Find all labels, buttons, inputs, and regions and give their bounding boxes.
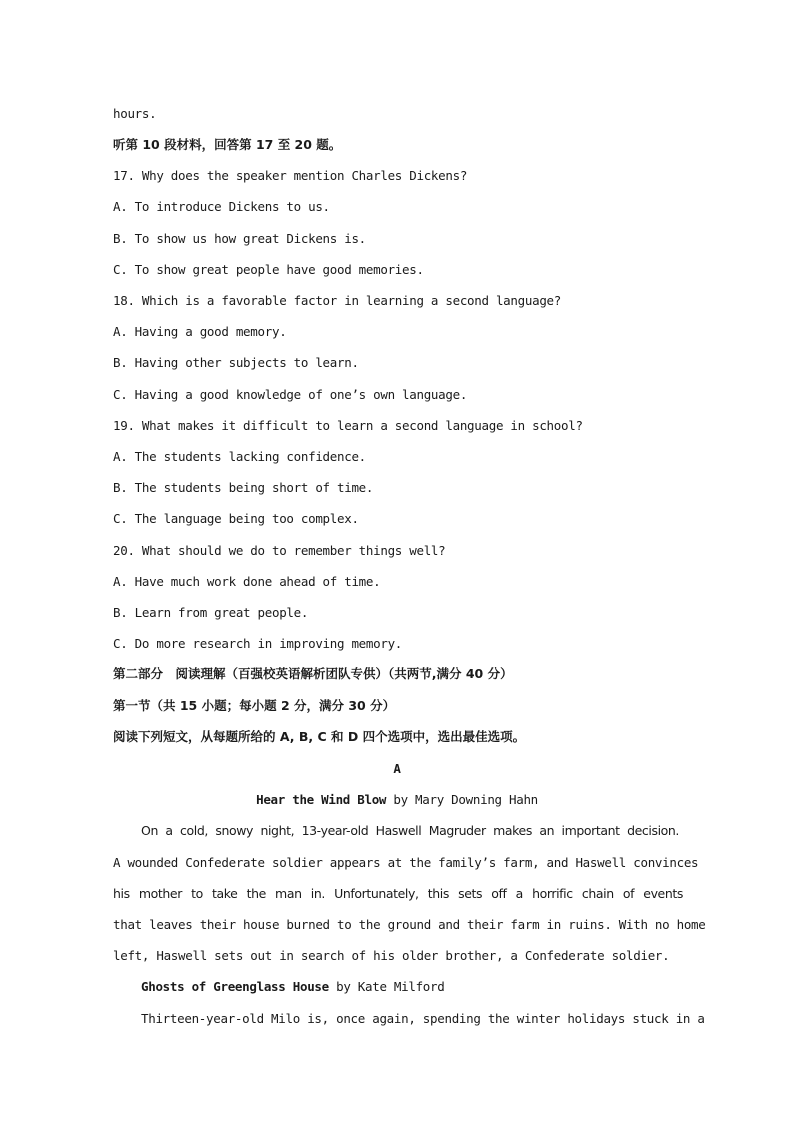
book1-title: Hear the Wind Blow	[256, 792, 387, 807]
option-17b: B. To show us how great Dickens is.	[113, 231, 366, 246]
part-two-heading: 第二部分 阅读理解（百强校英语解析团队专供）（共两节,满分 40 分）	[113, 666, 513, 681]
option-19a: A. The students lacking confidence.	[113, 449, 366, 464]
book1-line-4: that leaves their house burned to the ground and their farm in ruins. With no home	[113, 917, 706, 932]
book1-line-2: A wounded Confederate soldier appears at the family’s farm, and Haswell convinces	[113, 855, 699, 870]
book2-heading	[141, 979, 711, 995]
option-18b: B. Having other subjects to learn.	[113, 355, 359, 370]
option-17a: A. To introduce Dickens to us.	[113, 199, 330, 214]
option-18a: A. Having a good memory.	[113, 324, 287, 339]
question-18: 18. Which is a favorable factor in learning a second language?	[113, 293, 561, 308]
option-17c: C. To show great people have good memories.	[113, 262, 424, 277]
book2-title: Ghosts of Greenglass House	[141, 979, 329, 994]
book1-line-5: left, Haswell sets out in search of his older brother, a Confederate soldier.	[113, 948, 670, 963]
question-19: 19. What makes it difficult to learn a second language in school?	[113, 418, 583, 433]
reading-instruction: 阅读下列短文，从每题所给的 A, B, C 和 D 四个选项中，选出最佳选项。	[113, 729, 526, 744]
passage-letter: A	[393, 761, 401, 776]
book2-author: by Kate Milford	[328, 979, 445, 994]
section-one-heading: 第一节（共 15 小题；每小题 2 分，满分 30 分）	[113, 698, 396, 713]
option-18c: C. Having a good knowledge of one’s own language.	[113, 387, 468, 402]
book1-text: On a cold, snowy night, 13-year-old Haswell Magruder makes an important decision.	[141, 823, 679, 838]
listening-instruction: 听第 10 段材料，回答第 17 至 20 题。	[113, 137, 342, 152]
book1-line-1	[141, 823, 679, 839]
option-19c: C. The language being too complex.	[113, 511, 359, 526]
option-20c: C. Do more research in improving memory.	[113, 636, 403, 651]
book1-author: by Mary Downing Hahn	[386, 792, 538, 807]
text-line: hours.	[113, 106, 157, 121]
option-20b: B. Learn from great people.	[113, 605, 309, 620]
question-20: 20. What should we do to remember things well?	[113, 543, 446, 558]
book2-line-1: Thirteen-year-old Milo is, once again, spending the winter holidays stuck in a	[141, 1011, 705, 1026]
option-20a: A. Have much work done ahead of time.	[113, 574, 381, 589]
option-19b: B. The students being short of time.	[113, 480, 374, 495]
question-17: 17. Why does the speaker mention Charles Dickens?	[113, 168, 468, 183]
book1-heading	[0, 792, 794, 808]
book1-line-3: his mother to take the man in. Unfortunately, this sets off a horrific chain of events	[113, 886, 683, 901]
